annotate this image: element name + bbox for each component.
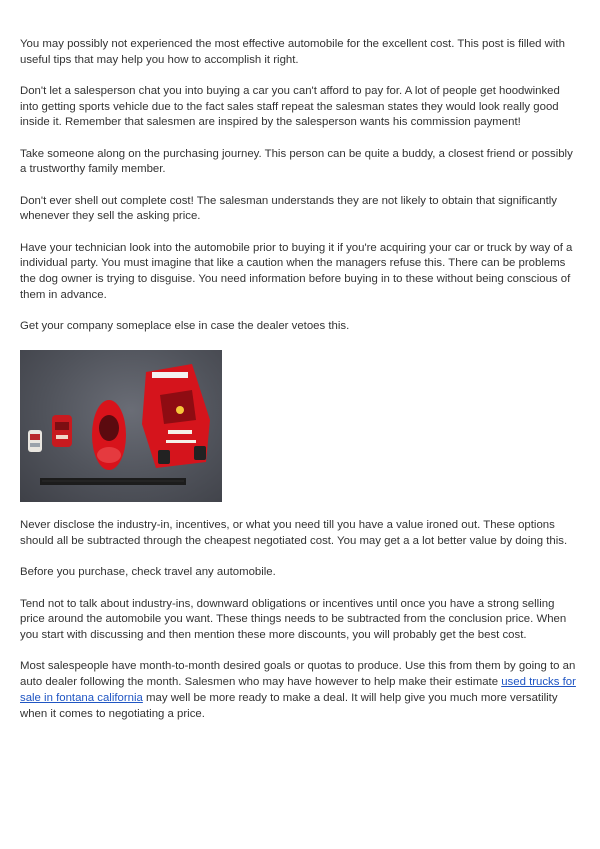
quota-text-after: may well be more ready to make a deal. It will help give you much more versatility when it comes to negotiating a price.	[20, 691, 558, 720]
paragraph-dealer-veto: Get your company someplace else in case the dealer vetoes this.	[20, 320, 350, 333]
toy-car-small-red	[52, 415, 72, 447]
ruler	[40, 478, 186, 485]
paragraph-salesperson: Don't let a salesperson chat you into buying a car you can't afford to pay for. A lot of people get hoodwinked into getting sports vehicle due to the fact sales staff repeat the salesman states they would look really good inside it. Remember that salesmen are inspired by the salesperson wants his commission payment!	[20, 85, 560, 129]
toy-car-medium-red	[92, 400, 126, 470]
paragraph-intro: You may possibly not experienced the most effective automobile for the excellent cost. This post is filled with useful tips that may help you how to accomplish it right.	[20, 38, 565, 66]
toy-car-large-red	[142, 364, 210, 468]
used-trucks-link[interactable]: used trucks for sale in fontana california	[20, 676, 576, 704]
paragraph-quotas	[20, 659, 580, 722]
paragraph-companion: Take someone along on the purchasing journey. This person can be quite a buddy, a closest friend or possibly a trustworthy family member.	[20, 147, 573, 176]
toy-cars-photo	[20, 350, 222, 502]
paragraph-trade-ins: Tend not to talk about industry-ins, downward obligations or incentives until once you have a strong selling price around the automobile you want. These things needs to be subtracted from the conclusion price. When you start with discussing and then mention these more discounts, you will probably get the best cost.	[20, 597, 567, 642]
toy-car-white	[28, 430, 42, 452]
article-body	[20, 37, 580, 738]
quota-text-before: Most salespeople have month-to-month desired goals or quotas to produce. Use this from them by going to an auto dealer following the month. Salesmen who may have however to help make their estimate	[20, 660, 576, 689]
paragraph-technician: Have your technician look into the automobile prior to buying it if you're acquiring your car or truck by way of a individual party. You must imagine that like a caution when the managers refuse this. There can be problems the dog owner is trying to disguise. You need information before buying in to these without being conscious of them in advance.	[20, 241, 573, 301]
toy-cars-illustration	[20, 350, 222, 502]
paragraph-disclose: Never disclose the industry-in, incentives, or what you need till you have a value ironed out. These options should all be subtracted through the cheapest negotiated cost. You may get a a lot better value by doing this.	[20, 519, 568, 548]
paragraph-test-drive: Before you purchase, check travel any automobile.	[20, 566, 276, 579]
paragraph-full-cost: Don't ever shell out complete cost! The salesman understands they are not likely to obtain that significantly whenever they sell the asking price.	[20, 194, 557, 223]
